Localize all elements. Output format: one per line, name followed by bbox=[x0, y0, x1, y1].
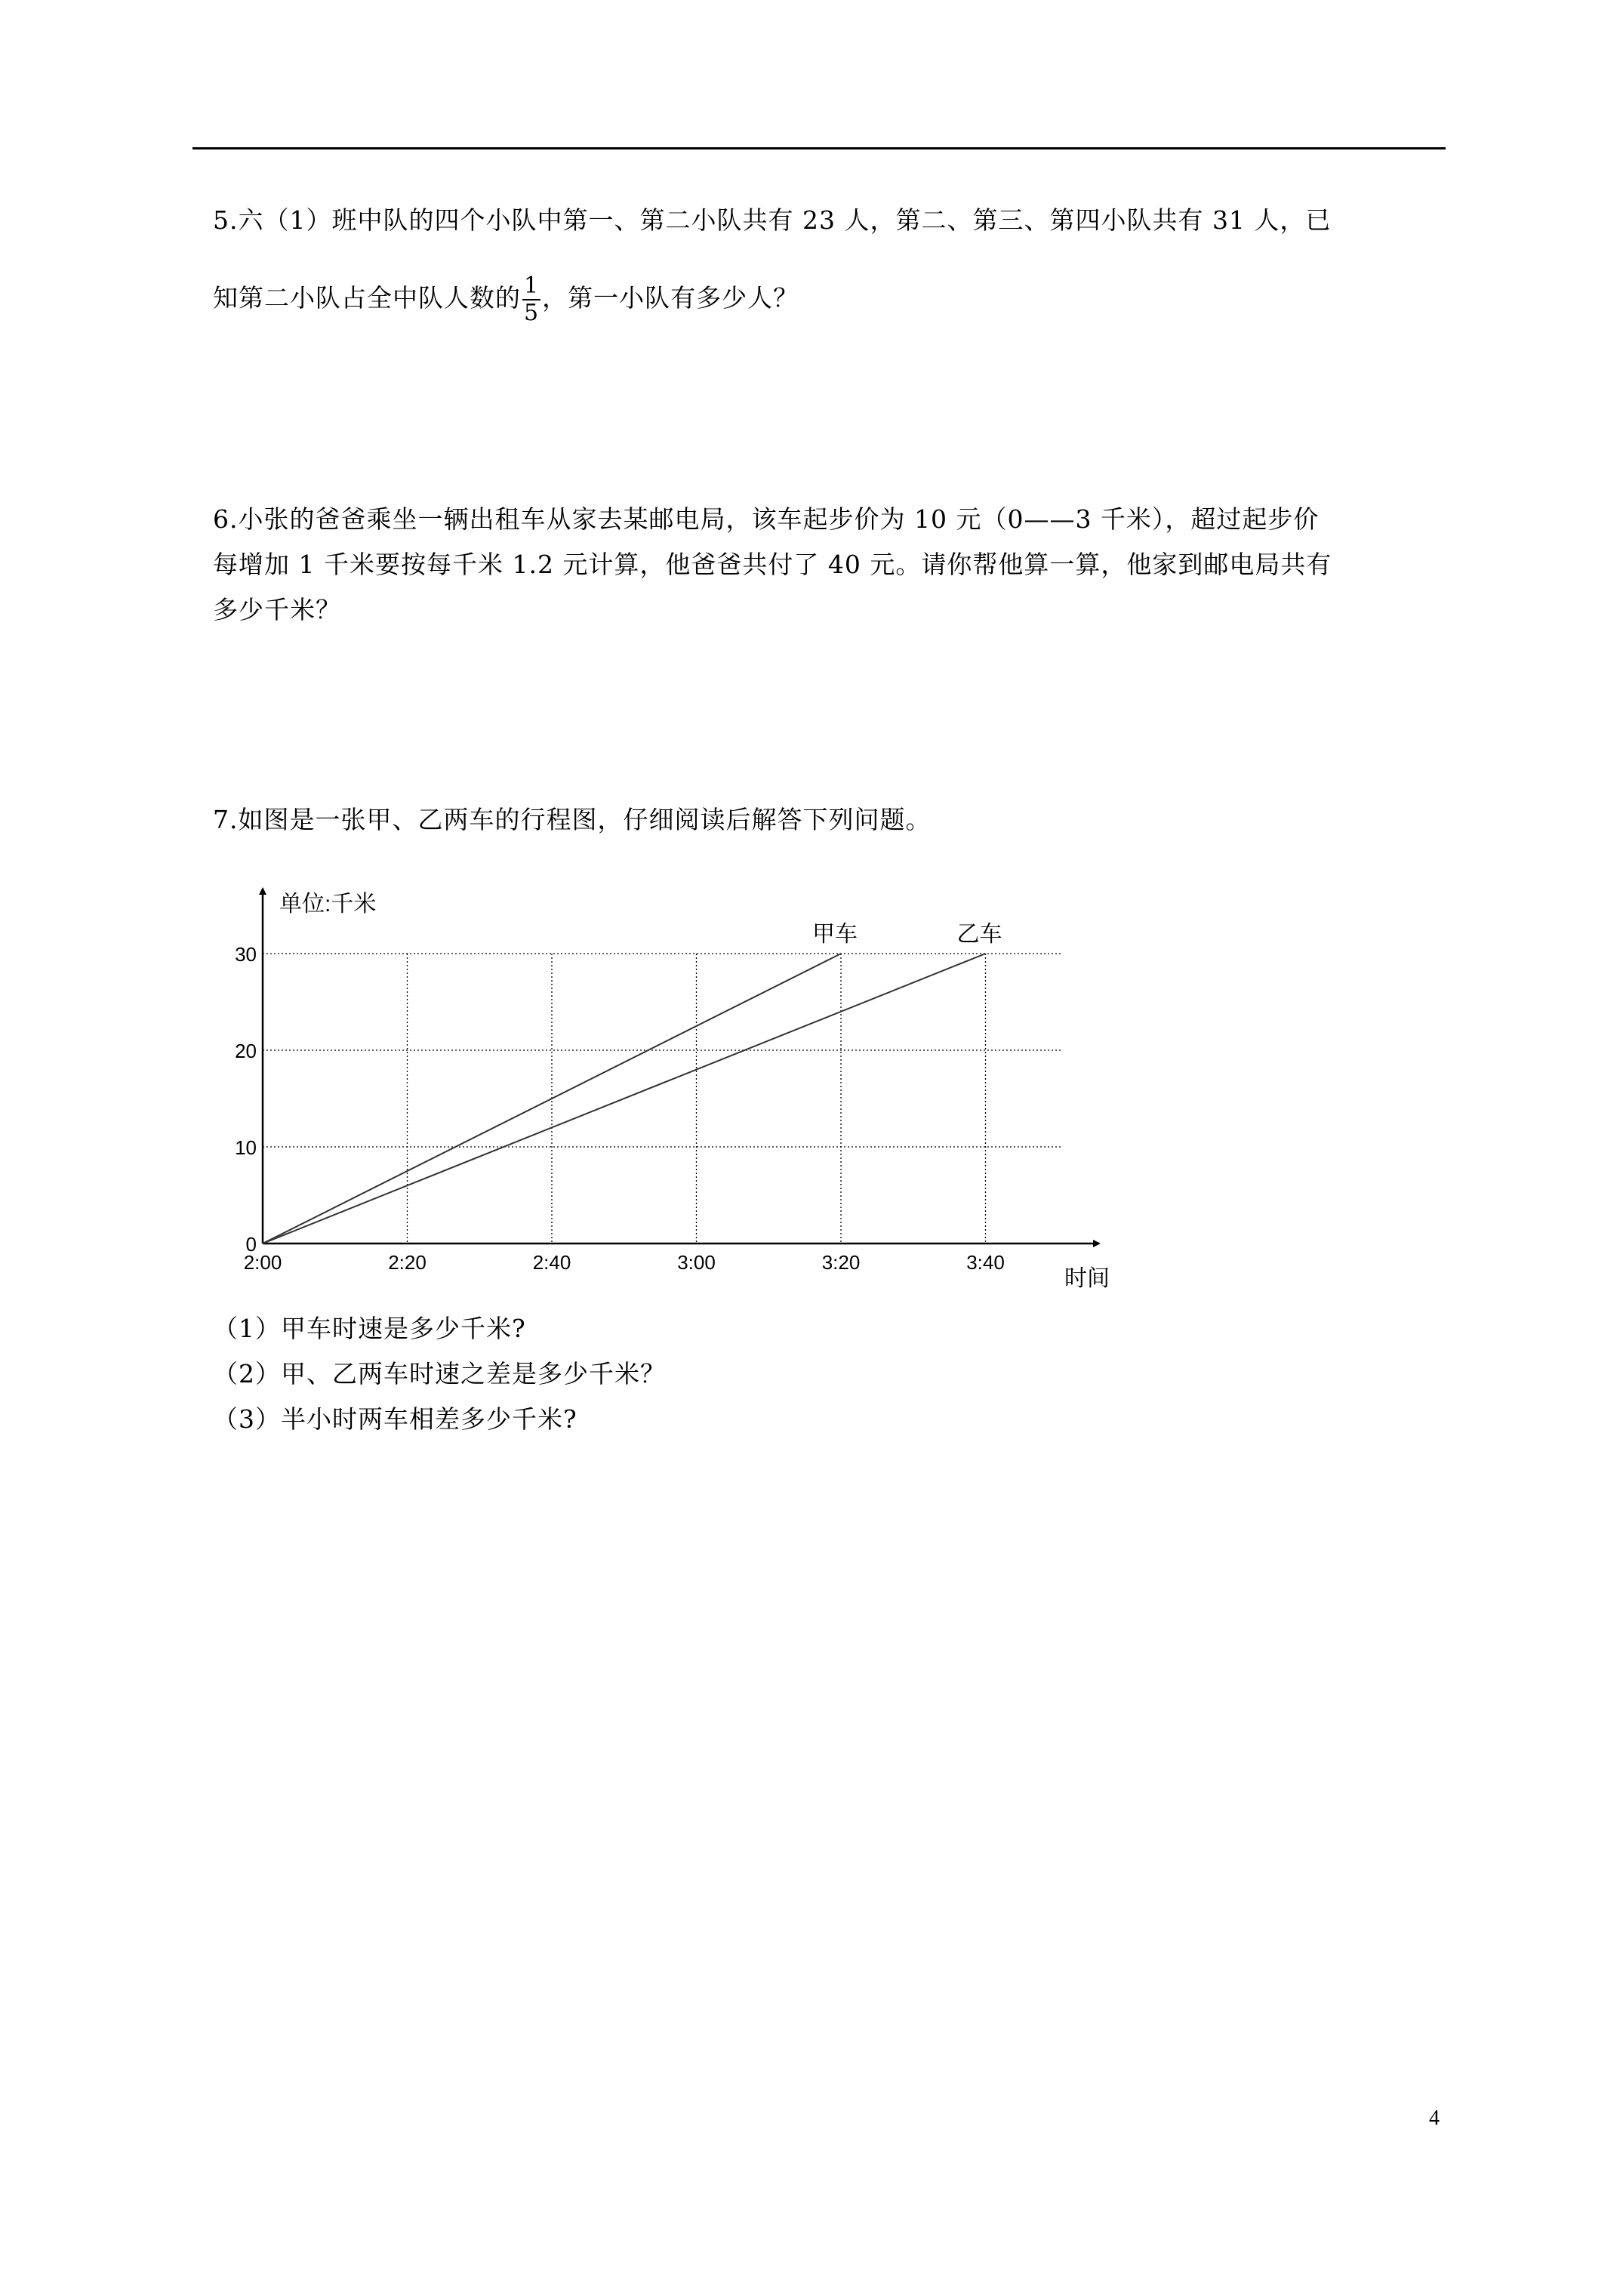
x-axis-label: 时间 bbox=[1064, 1266, 1110, 1291]
y-tick-label-0: 0 bbox=[245, 1233, 257, 1256]
x-tick-label-2: 2:40 bbox=[532, 1251, 571, 1274]
x-tick-label-3: 3:00 bbox=[677, 1251, 716, 1274]
fraction-denominator: 5 bbox=[524, 300, 540, 326]
q5-line-2-pre: 知第二小队占全中队人数的 bbox=[213, 283, 521, 313]
x-tick-label-1: 2:20 bbox=[388, 1251, 427, 1274]
q6-line-1: 6.小张的爸爸乘坐一辆出租车从家去某邮电局，该车起步价为 10 元（0——3 千米），超过起步价 bbox=[213, 504, 1320, 534]
series-line-1 bbox=[263, 954, 986, 1244]
series-label-1: 乙车 bbox=[956, 922, 1002, 947]
travel-chart bbox=[204, 872, 1155, 1302]
fraction-numerator: 1 bbox=[524, 273, 540, 299]
y-tick-label-10: 10 bbox=[235, 1136, 257, 1159]
q7-sub-2: （2）甲、乙两车时速之差是多少千米？ bbox=[213, 1359, 666, 1388]
header-rule bbox=[192, 147, 1446, 149]
q7-intro: 7.如图是一张甲、乙两车的行程图，仔细阅读后解答下列问题。 bbox=[213, 805, 932, 834]
q6-line-3: 多少千米？ bbox=[213, 595, 341, 624]
y-axis-label: 单位:千米 bbox=[279, 892, 377, 917]
x-tick-label-5: 3:40 bbox=[966, 1251, 1005, 1274]
y-tick-label-20: 20 bbox=[235, 1040, 257, 1062]
page-number: 4 bbox=[1429, 2106, 1440, 2130]
x-tick-label-0: 2:00 bbox=[243, 1251, 282, 1274]
q5-line-2 bbox=[213, 273, 799, 326]
q6-line-2: 每增加 1 千米要按每千米 1.2 元计算，他爸爸共付了 40 元。请你帮他算一算，他家到邮电局共有 bbox=[213, 550, 1332, 579]
q5-line-2-post: ，第一小队有多少人？ bbox=[542, 283, 799, 313]
q7-sub-1: （1）甲车时速是多少千米? bbox=[213, 1314, 526, 1343]
series-label-0: 甲车 bbox=[812, 922, 858, 947]
y-tick-label-30: 30 bbox=[235, 943, 257, 966]
q5-line-1: 5.六（1）班中队的四个小队中第一、第二小队共有 23 人，第二、第三、第四小队共有 31 人，已 bbox=[213, 205, 1332, 235]
q7-sub-3: （3）半小时两车相差多少千米? bbox=[213, 1404, 577, 1434]
fraction-one-fifth bbox=[522, 273, 540, 326]
x-tick-label-4: 3:20 bbox=[821, 1251, 861, 1274]
